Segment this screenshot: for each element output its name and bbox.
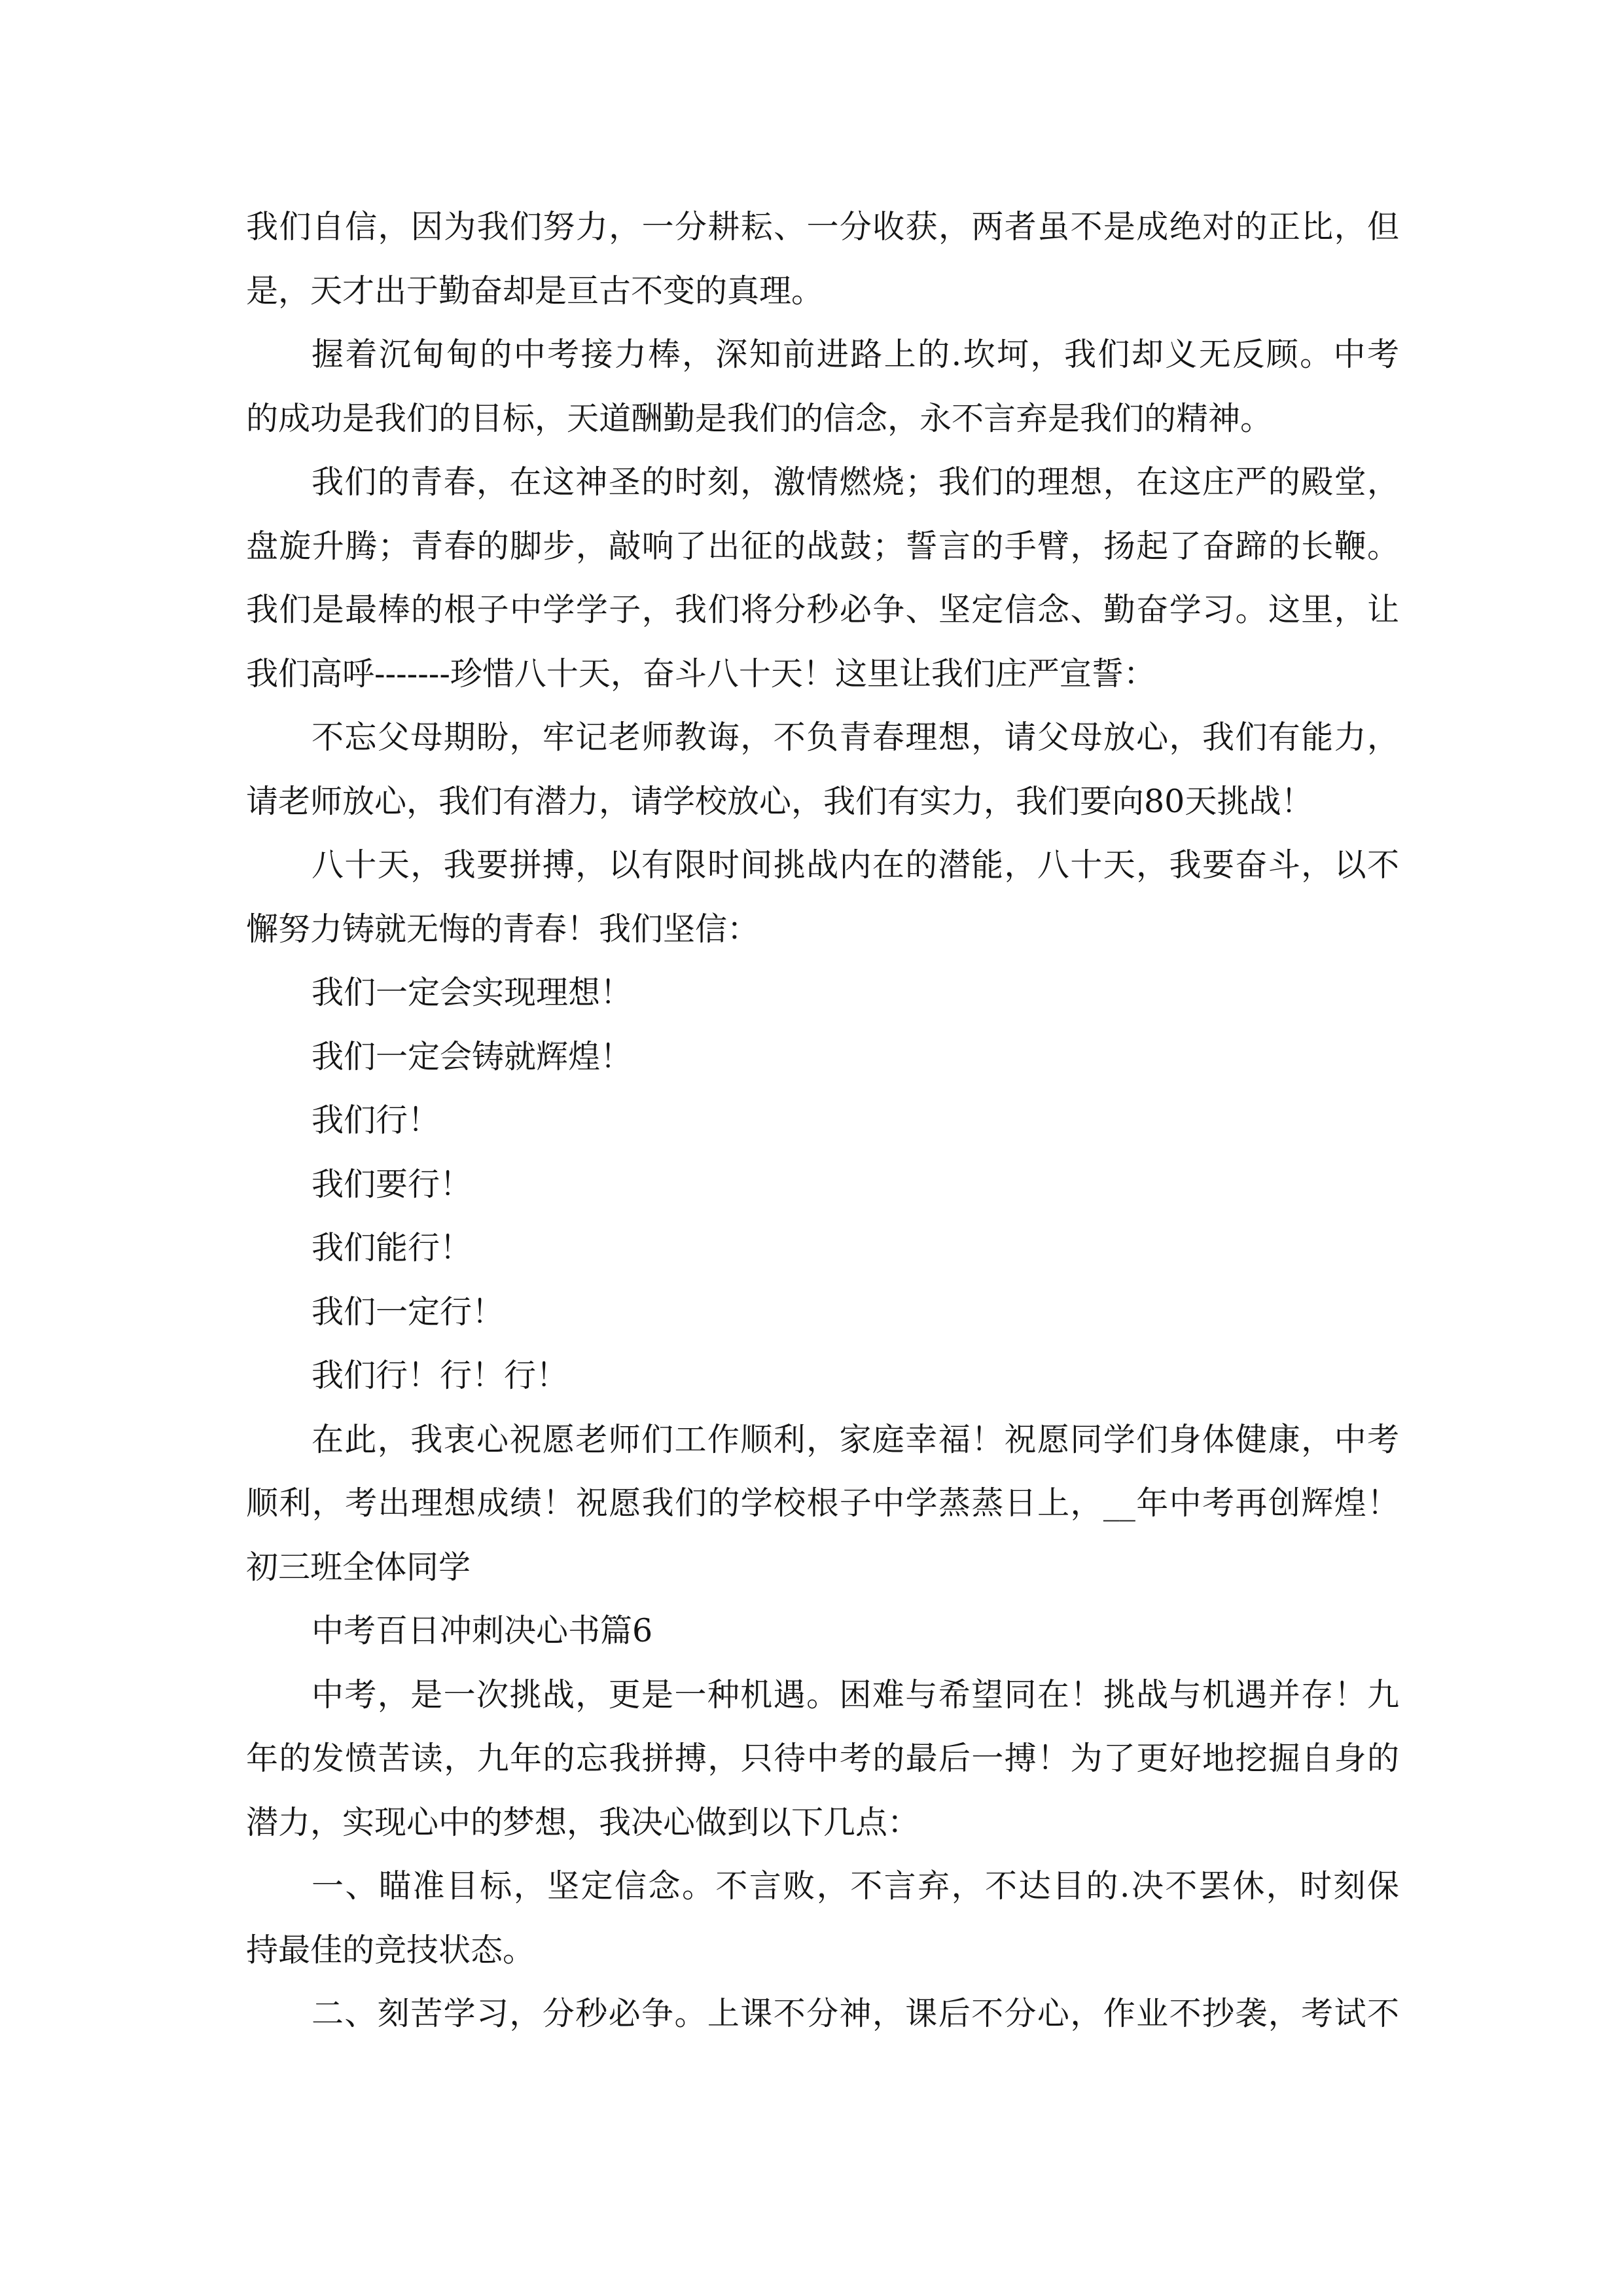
- text-line: 的成功是我们的目标，天道酬勤是我们的信念，永不言弃是我们的精神。: [246, 399, 1273, 437]
- paragraph: [246, 1854, 1399, 1982]
- paragraph: [246, 961, 1399, 1025]
- paragraph: [246, 1408, 1399, 1535]
- paragraph: [246, 1088, 1399, 1153]
- paragraph: [246, 1344, 1399, 1408]
- text-line: 不忘父母期盼，牢记老师教诲，不负青春理想，请父母放心，我们有能力，: [312, 719, 1399, 756]
- text-line: 二、刻苦学习，分秒必争。上课不分神，课后不分心，作业不抄袭，考试不: [312, 1995, 1399, 2032]
- text-line: 潜力，实现心中的梦想，我决心做到以下几点：: [246, 1803, 920, 1841]
- text-line: 我们一定会实现理想！: [312, 974, 633, 1011]
- text-line: 我们是最棒的根子中学学子，我们将分秒必争、坚定信念、勤奋学习。这里，让: [246, 591, 1399, 628]
- text-line: 是，天才出于勤奋却是亘古不变的真理。: [246, 272, 824, 310]
- section-heading: 中考百日冲刺决心书篇6: [312, 1612, 653, 1649]
- paragraph: [246, 706, 1399, 833]
- text-line: 我们行！: [312, 1102, 440, 1139]
- text-line: 中考，是一次挑战，更是一种机遇。困难与希望同在！挑战与机遇并存！九: [312, 1676, 1399, 1713]
- paragraph: [246, 195, 1399, 323]
- text-line: 持最佳的竞技状态。: [246, 1931, 535, 1969]
- signature-line: 初三班全体同学: [246, 1548, 471, 1586]
- text-line: 我们能行！: [312, 1229, 473, 1266]
- text-line: 懈努力铸就无悔的青春！我们坚信：: [246, 910, 760, 948]
- text-line: 在此，我衷心祝愿老师们工作顺利，家庭幸福！祝愿同学们身体健康，中考: [312, 1420, 1399, 1458]
- text-line: 我们要行！: [312, 1165, 473, 1203]
- text-line: 握着沉甸甸的中考接力棒，深知前进路上的.坎坷，我们却义无反顾。中考: [312, 336, 1399, 373]
- text-line: 盘旋升腾；青春的脚步，敲响了出征的战鼓；誓言的手臂，扬起了奋蹄的长鞭。: [246, 527, 1399, 565]
- signature-paragraph: [246, 1535, 1399, 1600]
- paragraph: [246, 1025, 1399, 1089]
- paragraph: [246, 1216, 1399, 1280]
- document-body: [246, 195, 1399, 2046]
- paragraph: [246, 1982, 1399, 2046]
- text-line: 我们高呼-------珍惜八十天，奋斗八十天！这里让我们庄严宣誓：: [246, 655, 1156, 692]
- paragraph: [246, 833, 1399, 961]
- paragraph: [246, 1280, 1399, 1344]
- paragraph: [246, 450, 1399, 706]
- paragraph: [246, 1153, 1399, 1217]
- text-line: 一、瞄准目标，坚定信念。不言败，不言弃，不达目的.决不罢休，时刻保: [312, 1867, 1399, 1905]
- text-line: 我们自信，因为我们努力，一分耕耘、一分收获，两者虽不是成绝对的正比，但: [246, 208, 1399, 245]
- text-line: 顺利，考出理想成绩！祝愿我们的学校根子中学蒸蒸日上，__年中考再创辉煌！: [246, 1484, 1399, 1522]
- text-line: 请老师放心，我们有潜力，请学校放心，我们有实力，我们要向80天挑战！: [246, 782, 1313, 820]
- text-line: 八十天，我要拼搏，以有限时间挑战内在的潜能，八十天，我要奋斗，以不: [312, 846, 1399, 884]
- paragraph: [246, 1663, 1399, 1855]
- paragraph: [246, 323, 1399, 450]
- text-line: 我们一定行！: [312, 1293, 505, 1331]
- text-line: 年的发愤苦读，九年的忘我拼搏，只待中考的最后一搏！为了更好地挖掘自身的: [246, 1740, 1399, 1777]
- section-heading-paragraph: [246, 1599, 1399, 1663]
- text-line: 我们的青春，在这神圣的时刻，激情燃烧；我们的理想，在这庄严的殿堂，: [312, 463, 1399, 501]
- text-line: 我们一定会铸就辉煌！: [312, 1037, 633, 1075]
- text-line: 我们行！行！行！: [312, 1357, 569, 1394]
